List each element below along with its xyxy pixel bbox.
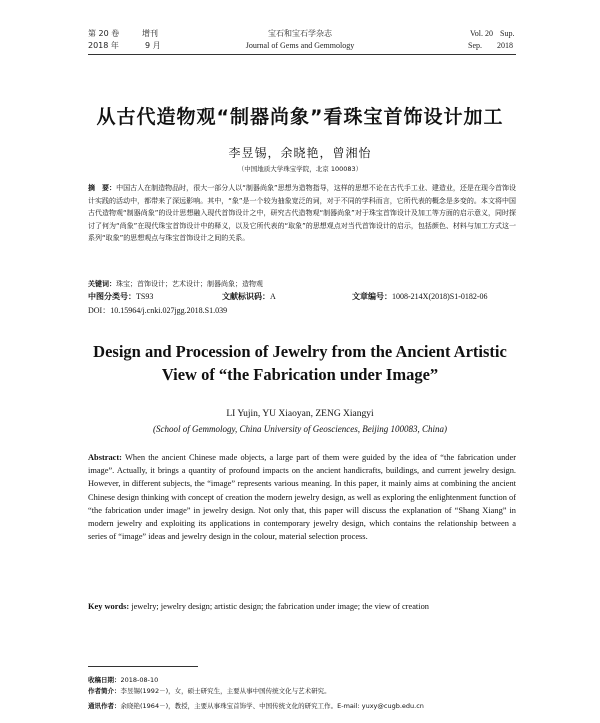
header-year-en: 2018 (497, 41, 513, 50)
header-journal-cn: 宝石和宝石学杂志 (268, 29, 332, 38)
header-journal-en: Journal of Gems and Gemmology (245, 41, 355, 50)
corresponding-text: 余晓艳(1964－)，教授，主要从事珠宝首饰学、中国传统文化的研究工作。E-mail: yuxy@cugb.edu.cn (120, 702, 424, 710)
clc-label: 中图分类号： (88, 292, 136, 301)
doi-label: DOI： (88, 306, 111, 315)
keywords-cn (88, 278, 516, 290)
clc-number (88, 291, 153, 303)
corresponding-label: 通讯作者： (88, 702, 121, 710)
title-en-line-2: View of “the Fabrication under Image” (161, 365, 439, 384)
footnote-received (88, 675, 516, 686)
footnote-corresponding-author (88, 701, 516, 712)
authors-cn: 李昱锡，余晓艳，曾湘怡 (228, 146, 372, 160)
footnote-rule (88, 666, 198, 667)
keywords-en (88, 600, 516, 613)
header-volume-cn: 第 20 卷 (88, 29, 120, 38)
header-rule (88, 54, 516, 55)
article-number (352, 291, 488, 303)
header-volume-en: Vol. 20 (470, 29, 493, 38)
keywords-cn-label: 关键词： (88, 280, 116, 288)
authors-en: LI Yujin, YU Xiaoyan, ZENG Xiangyi (226, 409, 374, 419)
header-year-cn: 2018 年 (88, 41, 119, 50)
keywords-en-text: jewelry; jewelry design; artistic design; the fabrication under image; the view of creation (131, 602, 429, 611)
document-code (222, 291, 276, 303)
abstract-en-text: When the ancient Chinese made objects, a large part of them were guided by the idea of “the fabrication under image”. Actually, it brings a quantity of profound impacts on the ancient handicrafts, buildings, and current jewelry design. However, in different subjects, the “image” represents various meaning. In this paper, it mainly aims at combining the ancient Chinese design thinking with concept of creation the modern jewelry design, as well as exploring the enlightenment function of “the fabrication under image” in jewelry design. Not only that, this paper will discuss the explanation of “Shang Xiang” in modern jewelry and exploiting its applications in contemporary jewelry design, which contains the relationship between a series of “image” ideas and jewelry design in the colour, material selection process. (88, 453, 516, 542)
header-supplement-cn: 增刊 (142, 29, 158, 38)
abstract-en-label: Abstract: (88, 453, 122, 462)
received-value: 2018-08-10 (120, 676, 159, 684)
keywords-en-label: Key words: (88, 602, 130, 611)
doi (88, 305, 227, 317)
title-en-line-1: Design and Procession of Jewelry from the Ancient Artistic (93, 342, 507, 361)
header-supplement-en: Sup. (500, 29, 515, 38)
doc-value: A (270, 292, 276, 301)
header-month-cn: 9 月 (145, 41, 161, 50)
affiliation-en: (School of Gemmology, China University of Geosciences, Beijing 100083, China) (153, 424, 447, 434)
abstract-en (88, 451, 516, 543)
title-cn: 从古代造物观“制器尚象”看珠宝首饰设计加工 (96, 106, 504, 128)
doc-label: 文献标识码： (222, 292, 270, 301)
author-bio-label: 作者简介： (88, 687, 121, 695)
affiliation-cn: （中国地质大学珠宝学院，北京 100083） (237, 165, 363, 173)
abstract-cn (88, 182, 516, 245)
header-month-en: Sep. (468, 41, 482, 50)
abstract-cn-label: 摘 要： (88, 184, 117, 192)
clc-value: TS93 (136, 292, 154, 301)
abstract-cn-text: 中国古人在制造物品时，很大一部分人以“制器尚象”思想为造物指导，这样的思想不论在古代手工业、建造业，还是在现今首饰设计实践的活动中，都带来了深远影响。其中，“象”是一个较为抽象宽泛的词，对于不同的学科而言，它所代表的概念是多变的。本文将中国古代造物观“制器尚象”的设计思想融入现代首饰设计之中，研究古代造物观“制器尚象”对于珠宝首饰设计及加工等方面的启示意义，同时探讨了何为“尚象”在现代珠宝首饰设计中的释义，以及它所代表的“取象”的思想观点对当代首饰设计的启示，包括颜色、材料与加工方式这一系列“取象”的思想观点与珠宝首饰设计之间的关系。 (88, 184, 516, 242)
received-label: 收稿日期： (88, 676, 121, 684)
article-value: 1008-214X(2018)S1-0182-06 (392, 292, 488, 301)
keywords-cn-text: 珠宝；首饰设计；艺术设计；制器尚象；造物观 (116, 280, 263, 288)
doi-value: 10.15964/j.cnki.027jgg.2018.S1.039 (110, 306, 228, 315)
author-bio-text: 李昱锡(1992－)，女，硕士研究生，主要从事中国传统文化与艺术研究。 (120, 687, 331, 695)
article-label: 文章编号： (352, 292, 392, 301)
footnote-author-bio (88, 686, 516, 697)
